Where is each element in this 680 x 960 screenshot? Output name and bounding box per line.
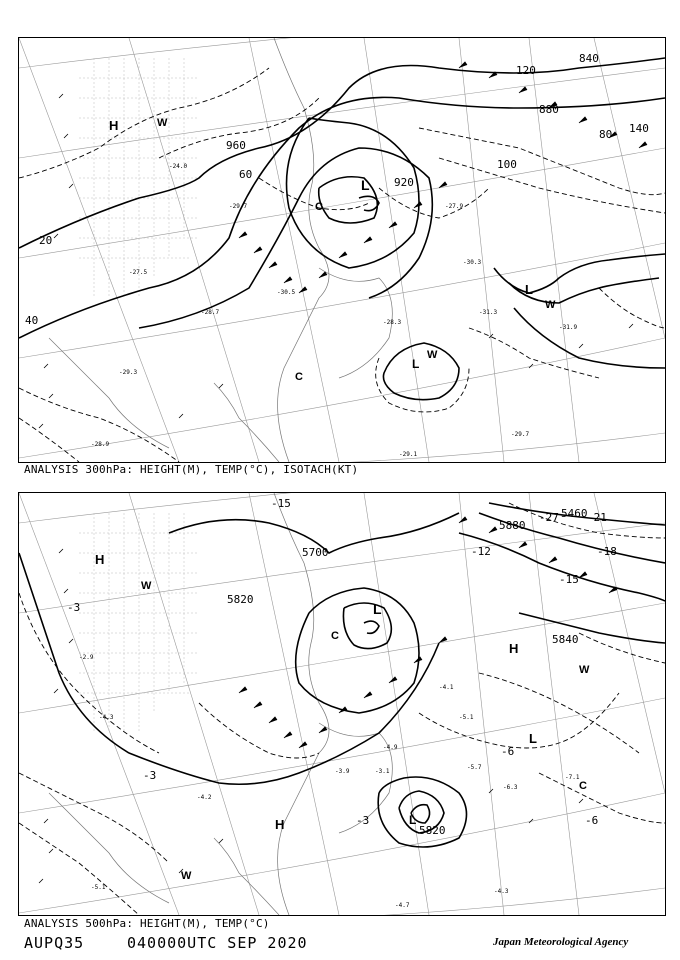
warm-core-marker: W <box>545 299 556 311</box>
height-label: 5700 <box>302 546 329 559</box>
isotherm-label: -12 <box>471 545 491 558</box>
map-500hpa-chart <box>19 493 665 915</box>
height-label: 5820 <box>419 824 446 837</box>
temperature-obs: -29.1 <box>399 451 418 458</box>
isotach-label: 120 <box>516 64 536 77</box>
isotherm-label: -3 <box>356 814 370 827</box>
height-contours-300 <box>19 58 665 400</box>
temperature-obs: -27.5 <box>129 269 148 276</box>
high-pressure-marker: H <box>275 817 285 832</box>
temperature-obs: -5.7 <box>467 764 482 771</box>
height-label: 5840 <box>552 633 579 646</box>
temperature-obs-300 <box>91 163 577 458</box>
warm-core-marker: W <box>427 349 438 361</box>
height-contours-500 <box>19 503 665 847</box>
isotach-label: 100 <box>497 158 517 171</box>
temperature-obs: -29.7 <box>511 431 530 438</box>
hatch-300 <box>79 58 199 298</box>
cold-core-marker: C <box>295 371 303 383</box>
isotach-label: 80 <box>599 128 613 141</box>
low-pressure-marker: L <box>412 357 420 371</box>
temperature-obs: -27.9 <box>445 203 464 210</box>
low-pressure-marker: L <box>525 282 533 297</box>
height-label: 5820 <box>227 593 254 606</box>
temperature-obs: -28.3 <box>383 319 402 326</box>
high-pressure-marker: H <box>509 641 519 656</box>
map-300hpa-chart <box>19 38 665 462</box>
temperature-obs: -28.7 <box>201 309 220 316</box>
temperature-obs: -31.9 <box>559 324 578 331</box>
height-labels-500 <box>227 507 588 837</box>
valid-time: 040000UTC SEP 2020 <box>127 934 308 952</box>
high-pressure-marker: H <box>109 118 119 133</box>
graticule-500 <box>19 493 665 915</box>
map-300hpa-panel <box>18 37 666 463</box>
temperature-obs: -5.1 <box>91 884 106 891</box>
isotach-label: 60 <box>239 168 253 181</box>
low-pressure-marker: L <box>361 177 370 193</box>
cold-core-marker: C <box>315 201 323 213</box>
temperature-obs: -4.2 <box>197 794 212 801</box>
map-500hpa-caption: ANALYSIS 500hPa: HEIGHT(M), TEMP(°C) <box>24 917 270 930</box>
temperature-obs: -4.7 <box>395 902 410 909</box>
temperature-obs: -6.3 <box>503 784 518 791</box>
temperature-obs: -29.3 <box>119 369 138 376</box>
map-300hpa-caption: ANALYSIS 300hPa: HEIGHT(M), TEMP(°C), ISOTACH(KT) <box>24 463 359 476</box>
isotherm-label: -21 <box>587 511 607 524</box>
temperature-obs: -30.5 <box>277 289 296 296</box>
graticule-300 <box>19 38 665 462</box>
temperature-obs: -4.3 <box>494 888 509 895</box>
height-label: 880 <box>539 103 559 116</box>
height-label: 920 <box>394 176 414 189</box>
height-label: 960 <box>226 139 246 152</box>
isotherm-label: -18 <box>597 545 617 558</box>
isotach-label: 140 <box>629 122 649 135</box>
temperature-obs: -2.9 <box>79 654 94 661</box>
height-label: 840 <box>579 52 599 65</box>
low-pressure-marker: L <box>529 731 537 746</box>
temperature-obs: -28.9 <box>91 441 110 448</box>
temperature-obs: -31.3 <box>479 309 498 316</box>
bulletin-code: AUPQ35 <box>24 934 85 952</box>
low-pressure-marker: L <box>409 813 417 827</box>
warm-core-marker: W <box>579 664 590 676</box>
isotach-label: 40 <box>25 314 39 327</box>
hatch-500 <box>79 513 199 733</box>
temperature-obs: -5.1 <box>459 714 474 721</box>
temperature-obs: -4.1 <box>439 684 454 691</box>
height-label: 5460 <box>561 507 588 520</box>
agency-credit: Japan Meteorological Agency <box>493 936 629 948</box>
temperature-obs: -3.1 <box>375 768 390 775</box>
temperature-obs: -4.3 <box>99 714 114 721</box>
warm-core-marker: W <box>157 117 168 129</box>
isotherm-label: -6 <box>501 745 515 758</box>
isotherm-label: -3 <box>143 769 157 782</box>
isotach-label: 20 <box>39 234 53 247</box>
coastline-300 <box>49 38 392 462</box>
temperature-obs: -3.9 <box>335 768 350 775</box>
isotherm-labels-500 <box>67 497 617 827</box>
pressure-systems-300 <box>109 117 556 383</box>
temperature-obs: -7.1 <box>565 774 580 781</box>
cold-core-marker: C <box>579 780 587 792</box>
cold-core-marker: C <box>331 630 339 642</box>
temperature-obs: -4.9 <box>383 744 398 751</box>
warm-core-marker: W <box>141 580 152 592</box>
isotherm-label: -27 <box>539 511 559 524</box>
isotherm-label: -15 <box>559 573 579 586</box>
low-pressure-marker: L <box>373 601 382 617</box>
warm-core-marker: W <box>181 870 192 882</box>
height-label: 5880 <box>499 519 526 532</box>
isotherm-label: -3 <box>67 601 81 614</box>
temperature-obs: -24.0 <box>169 163 188 170</box>
temperature-obs: -29.7 <box>229 203 248 210</box>
isotherm-label: -15 <box>271 497 291 510</box>
high-pressure-marker: H <box>95 552 105 567</box>
isotherm-label: -6 <box>585 814 599 827</box>
temperature-obs: -30.3 <box>463 259 482 266</box>
map-500hpa-panel <box>18 492 666 916</box>
